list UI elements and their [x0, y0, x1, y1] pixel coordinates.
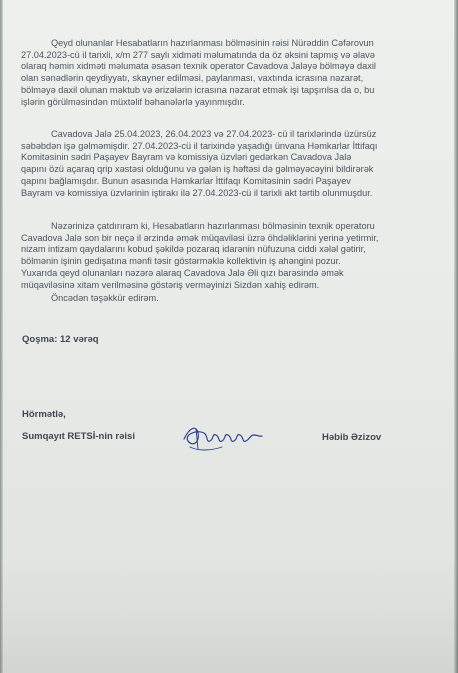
- text-line: Qeyd olunanlar Hesabatların hazırlanması bölməsinin rəisi Nürəddin Cəfərovun: [51, 38, 374, 48]
- text-line: 27.04.2023-cü il tarixli, x/m 277 saylı xidməti məlumatında da öz əksini tapmış və əlavə: [21, 49, 375, 60]
- text-line: işlərin görülməsindən müxtəlif bəhanələrlə yayınmışdır.: [21, 96, 245, 107]
- text-line: bölmənin işinin gedişatına mənfi təsir göstərməklə kollektivin iş ahəngini pozur.: [21, 256, 341, 267]
- thanks-line: Öncədən təşəkkür edirəm.: [51, 293, 159, 303]
- text-line: olaraq həmin xidməti məlumata əsasən texnik operator Cavadova Jaləyə bölməyə daxil: [21, 61, 376, 72]
- paragraph-report-summary: [21, 38, 445, 108]
- handwritten-signature: [178, 417, 266, 457]
- text-line: səbəbdən işə gəlməmişdir. 27.04.2023-cü il tarixində yaşadığı ünvana Həmkarlar İttifaqı: [21, 140, 378, 151]
- text-line: Nəzərinizə çatdırıram ki, Hesabatların hazırlanması bölməsinin texnik operatoru: [51, 221, 375, 231]
- paragraph-request: [21, 221, 445, 291]
- text-line: Komitəsinin sədri Paşayev Bayram və komissiya üzvləri gedərkən Cavadova Jalə: [21, 152, 352, 163]
- text-line: olan sənədlərin qeydiyyatı, skayner edilməsi, paylanması, vaxtında icrasına nəzarət,: [21, 73, 364, 84]
- text-line: qapını özü açaraq qrip xəstəsi olduğunu və gələn iş həftəsi də gəlməyəcəyini bildirərək: [21, 164, 374, 175]
- paper-shadow: [0, 560, 458, 673]
- signer-name: Həbib Əzizov: [322, 432, 382, 443]
- text-line: Bayram və komissiya üzvlərinin iştirakı ilə 27.04.2023-cü il tarixli akt tərtib olunmuşdur.: [21, 187, 373, 198]
- text-line: Cavadova Jalə 25.04.2023, 26.04.2023 və 27.04.2023- cü il tarixlərində üzürsüz: [51, 129, 377, 139]
- signer-title: Sumqayıt RETSİ-nin rəisi: [22, 431, 135, 442]
- closing-phrase: Hörmətlə,: [22, 409, 66, 420]
- text-line: Yuxarıda qeyd olunanları nəzərə alaraq Cavadova Jalə Əli qızı barəsində əmək: [21, 267, 344, 278]
- text-line: qapını bağlamışdır. Bunun əsasında Həmkarlar İttifaqı Komitəsinin sədri Paşayev: [21, 175, 351, 186]
- text-line: nizam intizam qaydalarını kobud şəkildə pozaraq idarənin nüfuzuna ciddi xələl gətirir,: [21, 244, 366, 255]
- attachment-note: Qoşma: 12 vərəq: [22, 334, 99, 345]
- paragraph-absence-details: [21, 129, 445, 199]
- text-line: bölməyə daxil olunan məktub və ərizələrin icrasına nəzarət etmək işi tapşırılsa da o, bu: [21, 84, 375, 95]
- text-line: müqaviləsinə xitam verilməsinə göstəriş verməyinizi Sizdən xahiş edirəm.: [21, 279, 320, 290]
- text-line: Cavadova Jalə son bir neçə il ərzində əmək müqaviləsi üzrə öhdəliklərini yerinə yetirmir,: [21, 232, 379, 243]
